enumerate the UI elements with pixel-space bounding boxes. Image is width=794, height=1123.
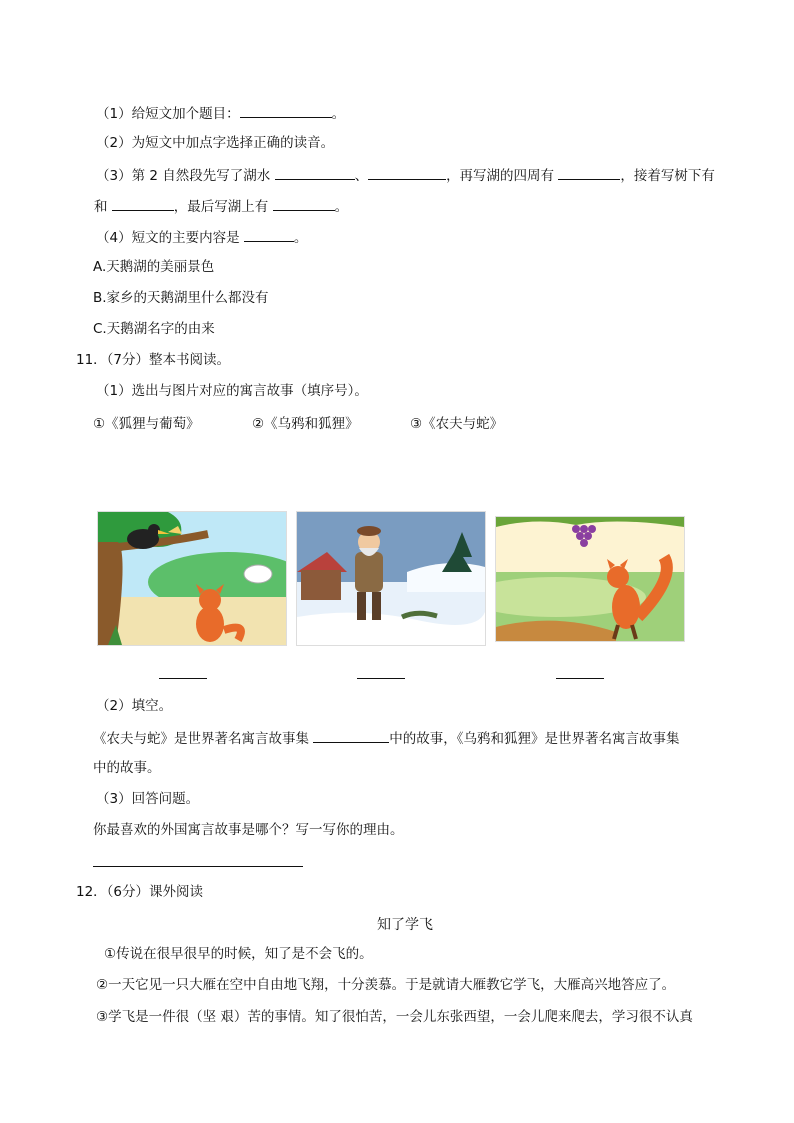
q11-fill-line1: [93, 728, 680, 748]
passage-sentence-3: ③学飞是一件很（坚 艰）苦的事情。知了很怕苦，一会儿东张西望，一会儿爬来爬去，学习很不认真: [96, 1009, 693, 1025]
answer-blank[interactable]: [244, 227, 294, 242]
option-c[interactable]: C.天鹅湖名字的由来: [93, 321, 215, 337]
q11-part1: （1）选出与图片对应的寓言故事（填序号）。: [96, 383, 368, 399]
q11-part2: （2）填空。: [96, 698, 173, 714]
q10-part3: [96, 165, 715, 185]
q10-part3-text-d: ，接着写树下有: [620, 168, 715, 184]
answer-blank[interactable]: [275, 165, 355, 180]
option-a[interactable]: A.天鹅湖的美丽景色: [93, 259, 215, 275]
story-option-2: ②《乌鸦和狐狸》: [252, 416, 359, 432]
q10-part4-text: （4）短文的主要内容是: [96, 230, 240, 246]
crow-and-fox-image: [97, 511, 287, 646]
q10-part1: [96, 103, 345, 123]
story-option-1: ①《狐狸与葡萄》: [93, 416, 200, 432]
q10-part3-text-f: ，最后写湖上有: [173, 199, 269, 215]
q10-part3-text-e: 和: [94, 199, 108, 215]
q10-part2: （2）为短文中加点字选择正确的读音。: [96, 135, 335, 151]
q11-fill-line2: 中的故事。: [93, 760, 161, 776]
fox-and-grapes-image: [495, 516, 685, 642]
image2-answer-line[interactable]: [357, 678, 405, 679]
story-option-3: ③《农夫与蛇》: [410, 416, 504, 432]
answer-blank[interactable]: [368, 165, 446, 180]
q11-fill-text-b: 中的故事，《乌鸦和狐狸》是世界著名寓言故事集: [389, 731, 680, 747]
answer-blank[interactable]: [240, 103, 332, 118]
answer-blank[interactable]: [112, 196, 174, 211]
q10-part3-sep: 、: [354, 168, 369, 184]
q11-part3: （3）回答问题。: [96, 791, 200, 807]
q10-part1-text: （1）给短文加个题目：: [96, 106, 240, 122]
q12-heading: 12．（6分）课外阅读: [76, 884, 204, 900]
q10-part3-cont: [94, 196, 348, 216]
option-b[interactable]: B.家乡的天鹅湖里什么都没有: [93, 290, 269, 306]
q10-part3-text-c: ，再写湖的四周有: [446, 168, 555, 184]
passage-title: 知了学飞: [377, 917, 433, 933]
q11-fill-text-a: 《农夫与蛇》是世界著名寓言故事集: [93, 731, 309, 747]
q10-part3-text-a: （3）第 2 自然段先写了湖水: [96, 168, 271, 184]
q10-part3-end: 。: [334, 199, 349, 215]
q10-part4-end: 。: [293, 230, 308, 246]
reason-answer-line[interactable]: [93, 866, 303, 867]
q10-part4: [96, 227, 307, 247]
image1-answer-line[interactable]: [159, 678, 207, 679]
passage-sentence-2: ②一天它见一只大雁在空中自由地飞翔，十分羡慕。于是就请大雁教它学飞，大雁高兴地答应了。: [96, 977, 676, 993]
farmer-and-snake-image: [296, 511, 486, 646]
q11-heading: 11．（7分）整本书阅读。: [76, 352, 231, 368]
image3-answer-line[interactable]: [556, 678, 604, 679]
answer-blank[interactable]: [558, 165, 620, 180]
q10-part1-end: 。: [331, 106, 346, 122]
passage-sentence-1: ①传说在很早很早的时候，知了是不会飞的。: [104, 946, 373, 962]
answer-blank[interactable]: [273, 196, 335, 211]
answer-blank[interactable]: [313, 728, 389, 743]
q11-part3-question: 你最喜欢的外国寓言故事是哪个？写一写你的理由。: [93, 822, 404, 838]
